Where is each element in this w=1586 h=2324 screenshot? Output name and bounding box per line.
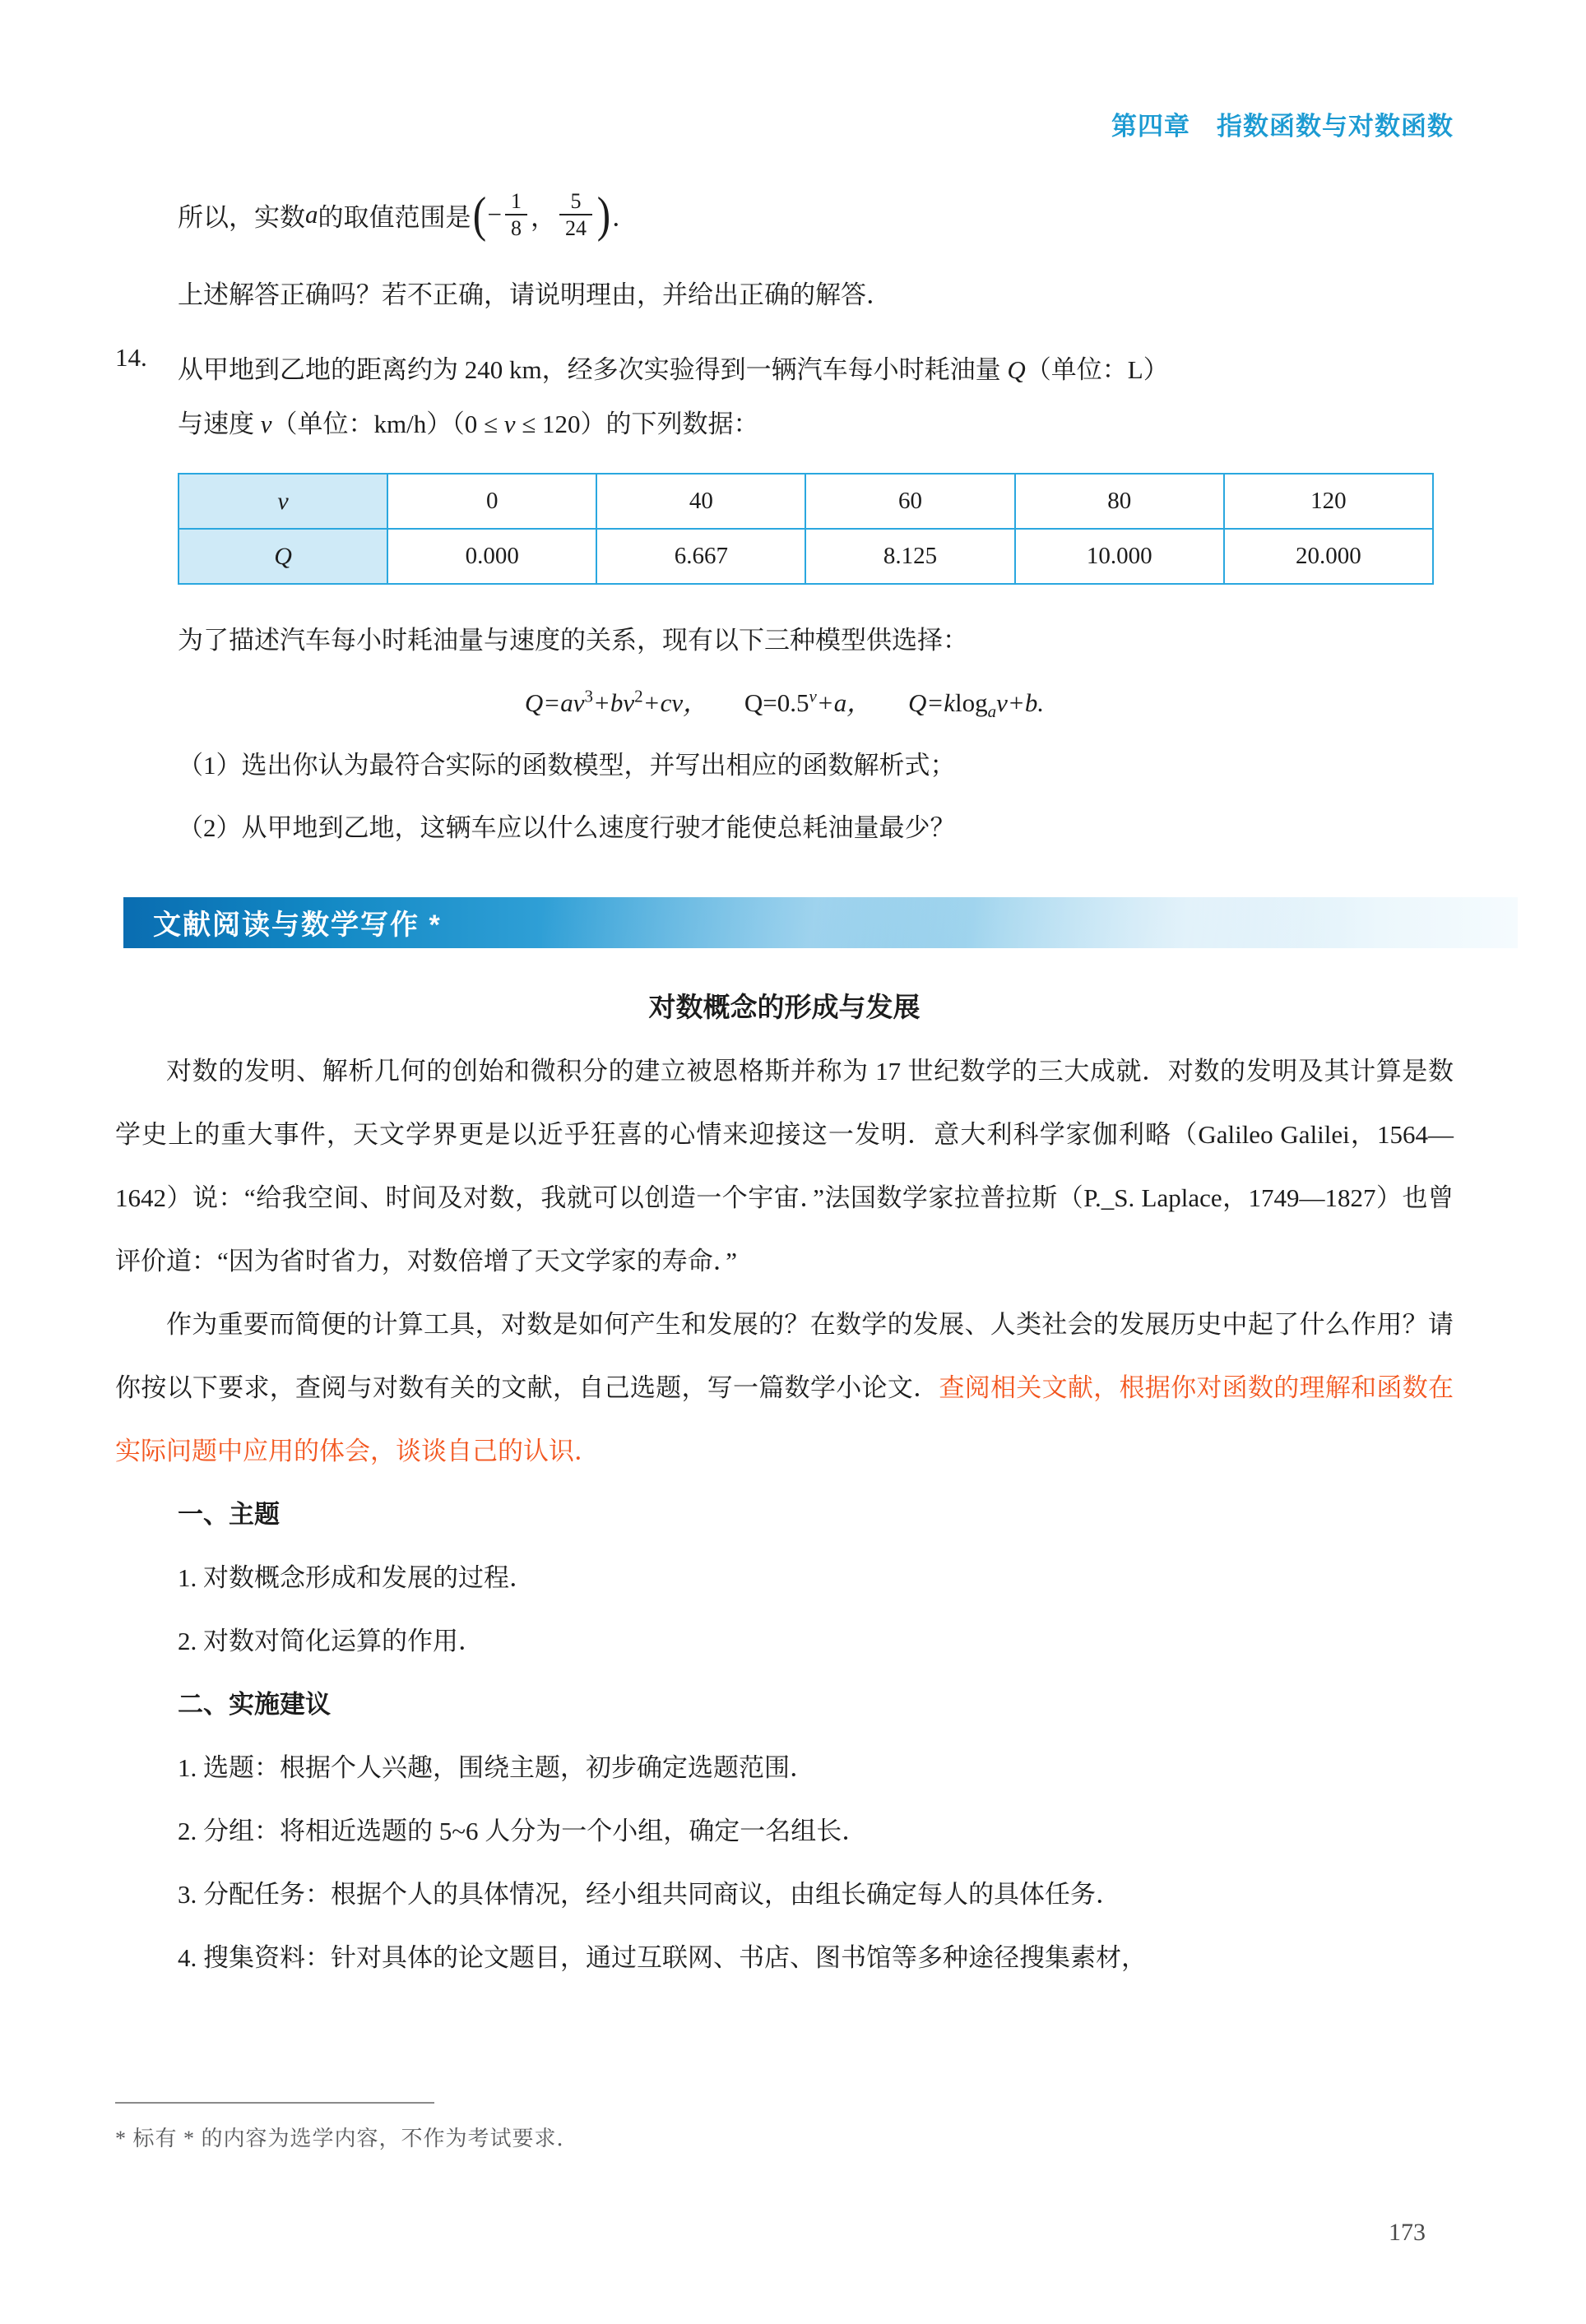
solution-check-question: 上述解答正确吗？若不正确，请说明理由，并给出正确的解答． [178, 280, 892, 310]
problem-number: 14. [115, 343, 147, 373]
table-row-v [179, 474, 1433, 529]
Q-value: 0.000 [387, 529, 596, 584]
article-paragraph-1: 对数的发明、解析几何的创始和微积分的建立被恩格斯并称为 17 世纪数学的三大成就．对数的发明及其计算是数学史上的重大事件，天文学界更是以近乎狂喜的心情来迎接这一发明．意大利科学家伽利略（Galileo Galilei，1564—1642）说：“给我空间、时间及对数，我就可以创造一个宇宙．”法国数学家拉普拉斯（P._S. Laplace，1749—1827）也曾评价道：“因为省时省力，对数倍增了天文学家的寿命．” [115, 1056, 1454, 1275]
topic-item-1: 1. 对数概念形成和发展的过程． [178, 1562, 535, 1592]
advice-item-4: 4. 搜集资料：针对具体的论文题目，通过互联网、书店、图书馆等多种途径搜集素材， [178, 1942, 1147, 1972]
paragraph-2-text: 作为重要而简便的计算工具，对数是如何产生和发展的？在数学的发展、人类社会的发展历史中起了什么作用？请你按以下要求，查阅与对数有关的文献，自己选题，写一篇数学小论文． [115, 1309, 1454, 1402]
article-paragraph-2 [115, 1293, 1454, 1483]
advice-item-3: 3. 分配任务：根据个人的具体情况，经小组共同商议，由组长确定每人的具体任务． [178, 1879, 1121, 1909]
problem-14 [115, 343, 1454, 451]
range-mid: 的取值范围是 [318, 202, 471, 232]
var-v: v [503, 410, 516, 439]
fraction-5-24 [559, 188, 592, 241]
v-value: 0 [387, 474, 596, 529]
page-number: 173 [1389, 2219, 1426, 2246]
solution-range-line [115, 188, 1454, 241]
topic-item-2: 2. 对数对简化运算的作用． [178, 1626, 484, 1655]
fraction-denominator: 24 [559, 214, 592, 241]
section-banner [123, 897, 1518, 948]
var-a: a [305, 200, 318, 229]
footnote-text: * 标有 * 的内容为选学内容，不作为考试要求． [115, 2127, 579, 2150]
model-formula-3: Q=klog$_a$v+b. [907, 688, 1045, 722]
interval-comma: ， [530, 202, 556, 232]
table-row-Q [179, 529, 1433, 584]
fraction-1-8 [505, 188, 527, 241]
var-v: v [260, 410, 272, 439]
period: ． [611, 202, 638, 232]
v-value: 120 [1224, 474, 1433, 529]
unit-L: （单位：L） [1025, 355, 1169, 385]
fraction-numerator: 5 [570, 189, 582, 213]
row-label-v: v [179, 474, 387, 529]
v-value: 40 [596, 474, 805, 529]
models-intro: 为了描述汽车每小时耗油量与速度的关系，现有以下三种模型供选择： [178, 626, 968, 655]
range-prefix: 所以，实数 [178, 202, 305, 232]
row-label-Q: Q [179, 529, 387, 584]
v-value: 60 [805, 474, 1014, 529]
fraction-numerator: 1 [510, 189, 522, 213]
question-1: （1）选出你认为最符合实际的函数模型，并写出相应的函数解析式； [178, 750, 956, 780]
content-column [115, 0, 1454, 1989]
heading-topic: 一、主题 [178, 1499, 280, 1529]
fraction-denominator: 8 [505, 214, 527, 241]
chapter-header: 第四章 指数函数与对数函数 [1111, 112, 1454, 141]
advice-item-1: 1. 选题：根据个人兴趣，围绕主题，初步确定选题范围． [178, 1752, 815, 1782]
var-Q: Q [1007, 355, 1026, 385]
Q-value: 20.000 [1224, 529, 1433, 584]
problem-line2: 与速度 [178, 410, 261, 439]
left-paren: ( [472, 187, 486, 243]
paragraph-2-highlight: 查阅相关文献，根据你对函数的理解和函数在实际问题中应用的体会，谈谈自己的认识． [115, 1373, 1454, 1465]
banner-title: 文献阅读与数学写作 * [153, 910, 442, 942]
model-formulas [115, 682, 1454, 722]
problem-line1: 从甲地到乙地的距离约为 240 km，经多次实验得到一辆汽车每小时耗油量 [178, 355, 1008, 385]
model-formula-1: $Q=av^3+bv^2+cv$， [524, 687, 709, 718]
range-text: ≤ 120）的下列数据： [515, 410, 759, 439]
heading-advice: 二、实施建议 [178, 1689, 331, 1719]
model-formula-2: $Q=0.5^v+a$， [744, 687, 873, 718]
question-2: （2）从甲地到乙地，这辆车应以什么速度行驶才能使总耗油量最少？ [178, 812, 956, 842]
Q-value: 8.125 [805, 529, 1014, 584]
advice-item-2: 2. 分组：将相近选题的 5~6 人分为一个小组，确定一名组长． [178, 1816, 868, 1845]
right-paren: ) [596, 187, 611, 243]
v-value: 80 [1015, 474, 1224, 529]
unit-kmh: （单位：km/h）（0 ≤ [271, 410, 504, 439]
Q-value: 10.000 [1015, 529, 1224, 584]
minus-sign: − [487, 200, 502, 229]
fuel-consumption-table [178, 473, 1434, 585]
article-title: 对数概念的形成与发展 [648, 991, 921, 1022]
Q-value: 6.667 [596, 529, 805, 584]
problem-text [178, 343, 1169, 451]
footnote-divider [115, 2102, 434, 2104]
